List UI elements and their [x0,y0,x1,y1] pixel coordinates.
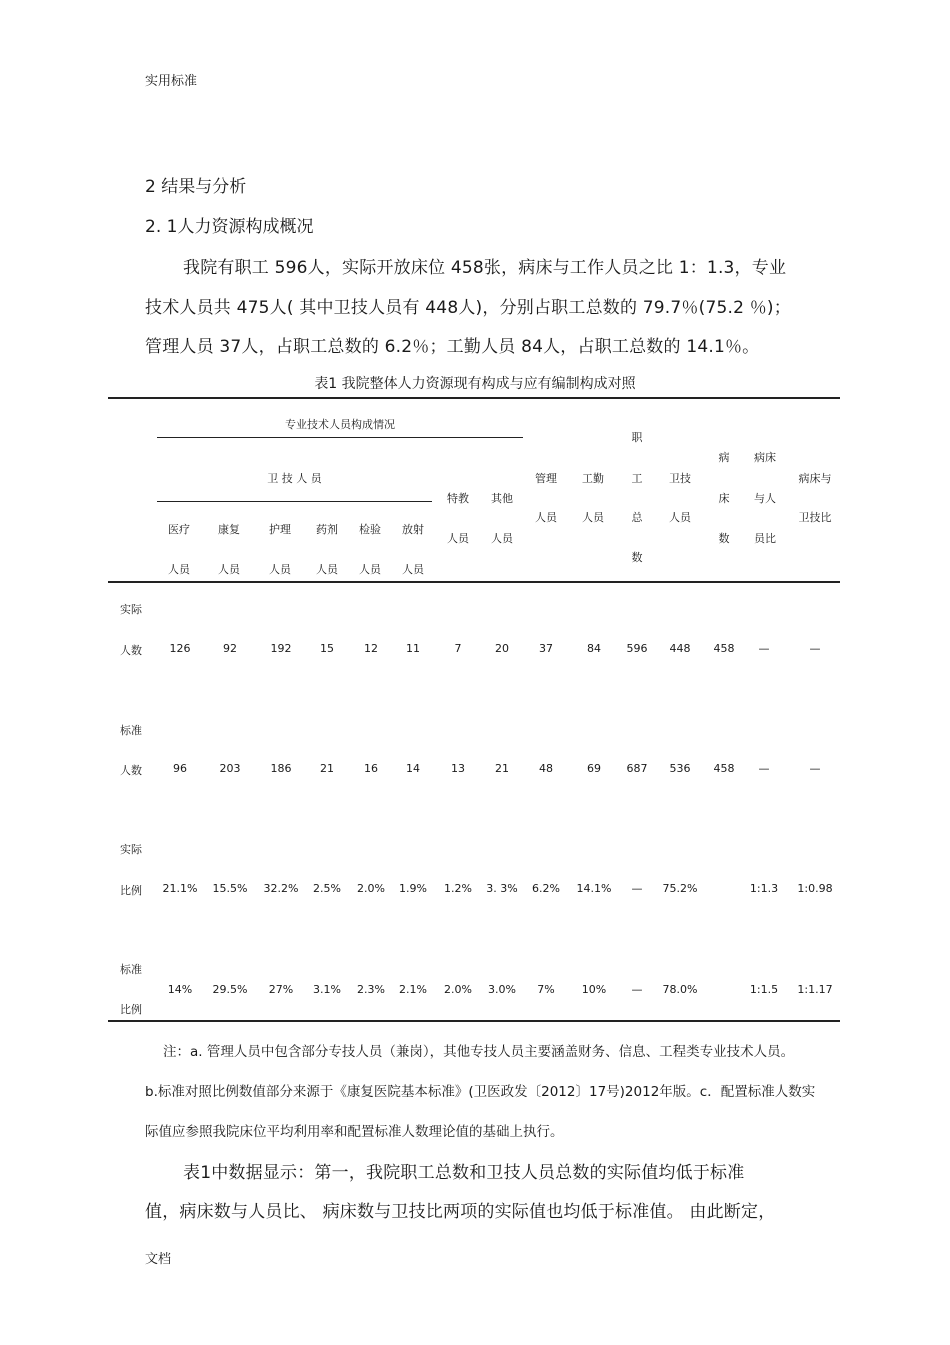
col-header-management-2: 人员 [535,511,557,524]
table-cell: 458 [713,642,735,655]
col-header-beds-2: 床 [718,492,730,505]
table-cell: 6.2% [532,882,560,895]
table-cell: 84 [587,642,601,655]
table-cell: 13 [451,762,465,775]
table-cell: 16 [364,762,378,775]
table-cell: 203 [219,762,241,775]
note-line-2: b.标准对照比例数值部分来源于《康复医院基本标准》(卫医政发〔2012〕17号)2012年版。c．配置标准人数实 [145,1084,816,1100]
note-line-1: 注：a. 管理人员中包含部分专技人员（兼岗），其他专技人员主要涵盖财务、信息、工程类专业技术人员。 [163,1044,795,1060]
table-cell: 7 [454,642,462,655]
col-header-staff-total-1: 职 [631,431,643,444]
table-cell: 3. 3% [486,882,518,895]
table-cell: 78.0% [662,983,698,996]
group-header-rule [157,437,523,438]
closing-line-1: 表1中数据显示：第一，我院职工总数和卫技人员总数的实际值均低于标准 [183,1163,745,1183]
table-cell: 7% [537,983,555,996]
table-cell: 3.0% [488,983,516,996]
col-header-bed-staff-ratio-3: 员比 [754,532,776,545]
col-header-nursing: 护理 [269,523,291,536]
col-header-bed-health-ratio-2: 卫技比 [798,511,832,524]
table-cell: 126 [169,642,191,655]
page-header: 实用标准 [145,74,198,89]
table-cell: 10% [581,983,607,996]
table-cell: 21 [320,762,334,775]
col-header-radiology: 放射 [402,523,424,536]
table-cell: — [631,983,643,996]
table-cell: 596 [626,642,648,655]
table-cell: — [809,762,821,775]
group-header: 专业技术人员构成情况 [285,418,395,431]
table-cell: — [809,642,821,655]
col-header-beds-3: 数 [718,532,730,545]
col-header-other: 其他 [491,492,513,505]
intro-line-2: 技术人员共 475人( 其中卫技人员有 448人)，分别占职工总数的 79.7％(75.2 ％)； [145,298,791,318]
table-cell: 14% [167,983,193,996]
col-header-management: 管理 [535,472,557,485]
col-header-beds-1: 病 [718,451,730,464]
table-caption: 表1 我院整体人力资源现有构成与应有编制构成对照 [314,376,636,392]
table-cell: 14.1% [576,882,612,895]
col-header-logistics: 工勤 [582,472,604,485]
row-label-actual-count: 实际 [120,603,142,616]
table-cell: 15.5% [212,882,248,895]
table-cell: 11 [406,642,420,655]
table-cell: 12 [364,642,378,655]
col-header-medical-2: 人员 [168,563,190,576]
table-cell: 96 [173,762,187,775]
table-cell: 458 [713,762,735,775]
table-cell: 1:1.3 [749,882,779,895]
col-header-other-2: 人员 [491,532,513,545]
subsection-title: 2. 1人力资源构成概况 [145,217,314,237]
table-cell: 92 [223,642,237,655]
note-line-3: 际值应参照我院床位平均利用率和配置标准人数理论值的基础上执行。 [145,1124,564,1140]
table-cell: 2.3% [357,983,385,996]
table-cell: 32.2% [263,882,299,895]
row-label-actual-count-2: 人数 [120,644,142,657]
col-header-medical: 医疗 [168,523,190,536]
col-header-rehab-2: 人员 [218,563,240,576]
section-title: 2 结果与分析 [145,177,247,197]
table-cell: — [758,762,770,775]
table-cell: 536 [669,762,691,775]
table-cell: 75.2% [662,882,698,895]
table-cell: 1:0.98 [797,882,833,895]
intro-line-1: 我院有职工 596人，实际开放床位 458张，病床与工作人员之比 1：1.3，专业 [183,258,787,278]
col-header-logistics-2: 人员 [582,511,604,524]
col-header-radiology-2: 人员 [402,563,424,576]
table-cell: 448 [669,642,691,655]
table-cell: 192 [270,642,292,655]
table-cell: 1:1.5 [749,983,779,996]
subgroup-header: 卫 技 人 员 [267,472,322,485]
page-footer: 文档 [145,1252,172,1267]
col-header-rehab: 康复 [218,523,240,536]
row-label-standard-count: 标准 [120,724,142,737]
row-label-actual-ratio-2: 比例 [120,884,142,897]
table-cell: 21.1% [162,882,198,895]
header-bottom-rule [108,581,840,583]
row-label-standard-ratio: 标准 [120,963,142,976]
table-cell: 1.9% [399,882,427,895]
row-label-actual-ratio: 实际 [120,843,142,856]
col-header-bed-staff-ratio: 病床 [754,451,776,464]
col-header-special-ed-2: 人员 [447,532,469,545]
row-label-standard-ratio-2: 比例 [120,1003,142,1016]
table-cell: 1:1.17 [797,983,833,996]
col-header-pharmacy-2: 人员 [316,563,338,576]
table-cell: 687 [626,762,648,775]
table-cell: 2.5% [313,882,341,895]
col-header-staff-total-4: 数 [631,551,643,564]
table-cell: 29.5% [212,983,248,996]
table-cell: 21 [495,762,509,775]
col-header-pharmacy: 药剂 [316,523,338,536]
table-cell: 15 [320,642,334,655]
row-label-standard-count-2: 人数 [120,764,142,777]
col-header-bed-staff-ratio-2: 与人 [754,492,776,505]
table-cell: 27% [268,983,294,996]
col-header-lab: 检验 [359,523,381,536]
table-cell: 2.0% [444,983,472,996]
col-header-staff-total-3: 总 [631,511,643,524]
table-cell: 3.1% [313,983,341,996]
col-header-staff-total-2: 工 [631,472,643,485]
col-header-nursing-2: 人员 [269,563,291,576]
table-cell: 2.1% [399,983,427,996]
col-header-health-total: 卫技 [669,472,691,485]
table-cell: 1.2% [444,882,472,895]
table-cell: 69 [587,762,601,775]
table-cell: 48 [539,762,553,775]
table-cell: 14 [406,762,420,775]
table-cell: — [758,642,770,655]
table-cell: — [631,882,643,895]
subgroup-header-rule [157,501,432,502]
table-bottom-rule [108,1020,840,1022]
table-cell: 37 [539,642,553,655]
table-cell: 20 [495,642,509,655]
closing-line-2: 值，病床数与人员比、 病床数与卫技比两项的实际值也均低于标准值。 由此断定， [145,1202,776,1222]
intro-line-3: 管理人员 37人，占职工总数的 6.2％；工勤人员 84人，占职工总数的 14.1％。 [145,337,760,357]
col-header-lab-2: 人员 [359,563,381,576]
col-header-special-ed: 特教 [447,492,469,505]
table-top-rule [108,397,840,399]
col-header-health-total-2: 人员 [669,511,691,524]
col-header-bed-health-ratio: 病床与 [798,472,832,485]
table-cell: 2.0% [357,882,385,895]
table-cell: 186 [270,762,292,775]
